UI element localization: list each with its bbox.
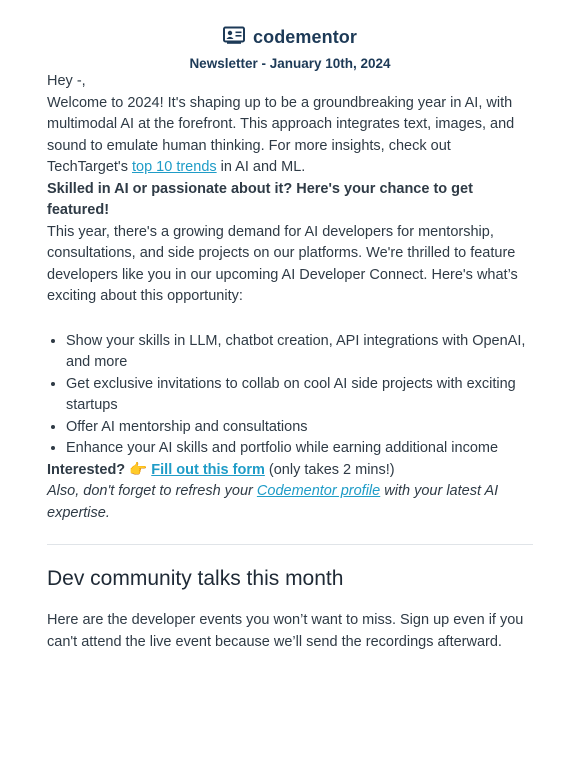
newsletter-date: Newsletter - January 10th, 2024: [189, 56, 391, 71]
email-body: [0, 71, 580, 653]
codementor-profile-link[interactable]: Codementor profile: [256, 483, 381, 499]
benefits-list: [47, 331, 533, 460]
list-item: • Get exclusive invitations to collab on cool AI side projects with exciting startups: [66, 374, 533, 417]
profile-reminder: [47, 481, 533, 524]
list-item: • Show your skills in LLM, chatbot creation, API integrations with OpenAI, and more: [66, 331, 533, 374]
list-item: • Enhance your AI skills and portfolio while earning additional income: [66, 438, 533, 460]
codementor-logo-icon: [223, 26, 245, 49]
intro-paragraph: [47, 93, 533, 179]
section-title: Dev community talks this month: [47, 567, 344, 590]
list-item: • Offer AI mentorship and consultations: [66, 417, 533, 439]
greeting: Hey -,: [47, 73, 86, 89]
demand-paragraph: This year, there's a growing demand for AI developers for mentorship, consultations, and side projects on our platforms. We're thrilled to feature developers like you in our upcoming AI Developer Connect. Here's what’s exciting about this opportunity:: [47, 223, 518, 304]
reminder-suffix: with your latest AI expertise.: [47, 483, 499, 521]
fill-form-link[interactable]: Fill out this form: [151, 461, 265, 478]
intro-suffix: in AI and ML.: [216, 159, 306, 175]
interested-line: [47, 460, 533, 482]
brand-name: codementor: [252, 26, 358, 47]
events-paragraph: Here are the developer events you won’t want to miss. Sign up even if you can't attend the live event because we’ll send the recordings afterward.: [47, 612, 524, 650]
interested-label: Interested? 👉: [47, 461, 148, 478]
brand-header[interactable]: [0, 0, 580, 48]
section-divider: [47, 544, 533, 545]
reminder-prefix: Also, don't forget to refresh your: [47, 483, 257, 499]
featured-heading: Skilled in AI or passionate about it? Here's your chance to get featured!: [47, 180, 473, 218]
top-10-trends-link[interactable]: top 10 trends: [131, 159, 217, 175]
form-note: (only takes 2 mins!): [264, 461, 395, 478]
intro-text: Welcome to 2024! It's shaping up to be a groundbreaking year in AI, with multimodal AI at the forefront. This approach integrates text, images, and sound to emulate human thinking. For more insights, check out TechTarget's: [47, 94, 515, 175]
